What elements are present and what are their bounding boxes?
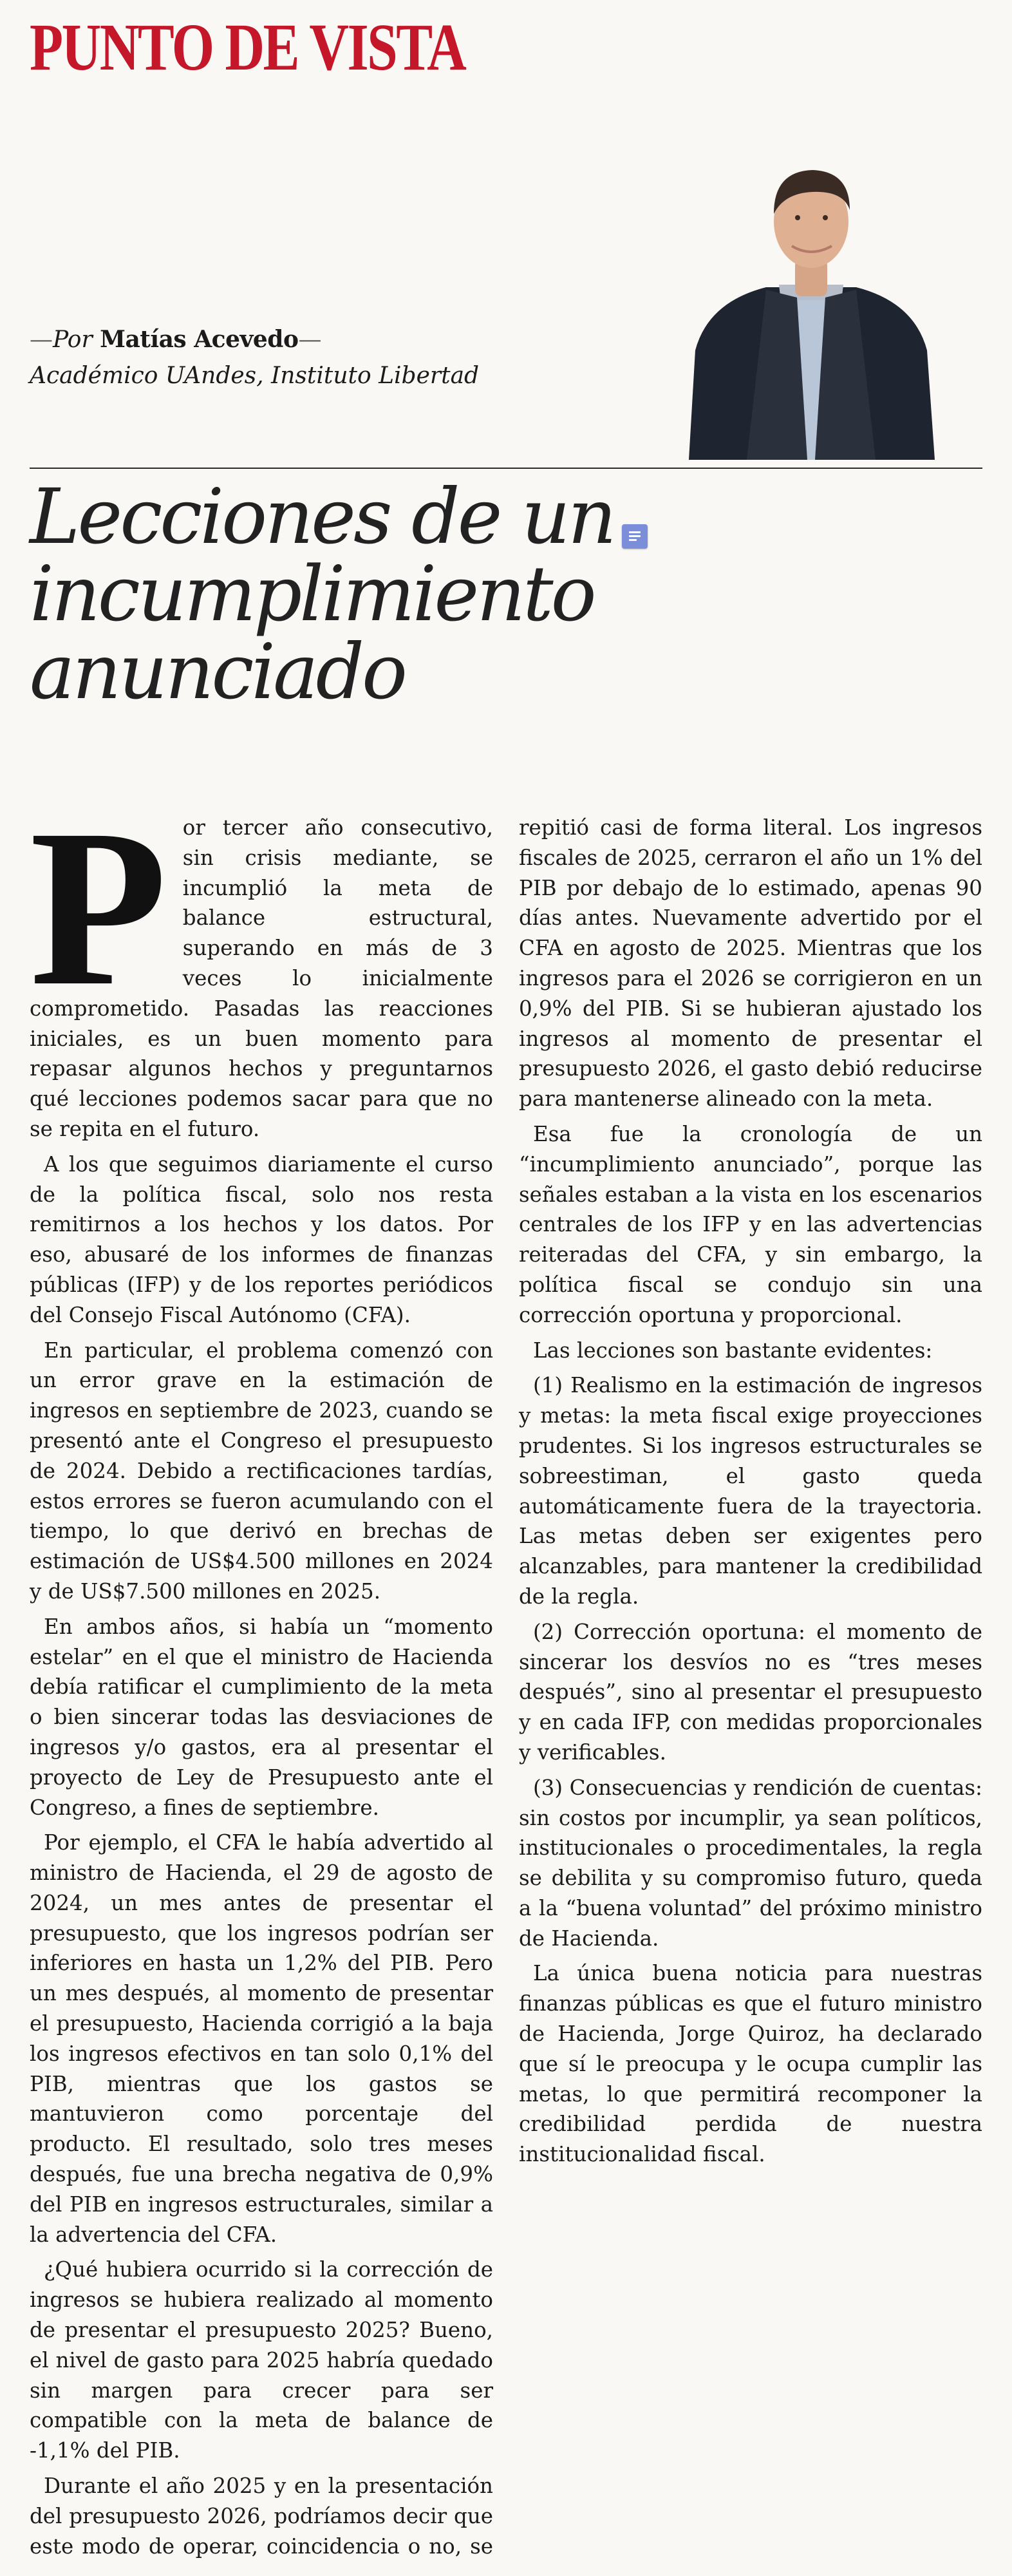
article-paragraph: ¿Qué hubiera ocurrido si la corrección de ingresos se hubiera realizado al momento de presentar el presupuesto 2025? Bueno, el nivel de gasto para 2025 habría quedado sin margen para crecer para ser compatible con la meta de balance de -1,1% del PIB. bbox=[30, 2257, 493, 2463]
author-name: Matías Acevedo bbox=[100, 326, 299, 353]
article-paragraph: Durante el año 2025 y en la presentación del presupuesto 2026, podríamos decir que este modo de operar, coincidencia o no, se repitió casi de forma literal. Los ingresos fiscales de 2025, cerraron el año un 1% del PIB por debajo de lo estimado, apenas 90 días antes. Nuevamente advertido por el CFA en agosto de 2025. Mientras que los ingresos para el 2026 se corrigieron en un 0,9% del PIB. Si se hubieran ajustado los ingresos al momento de presentar el presupuesto 2026, el gasto debió reducirse para mantenerse alineado con la meta. bbox=[30, 815, 982, 2559]
article-paragraph: En particular, el problema comenzó con un error grave en la estimación de ingresos en septiembre de 2023, cuando se presentó ante el Congreso el presupuesto de 2024. Debido a rectificaciones tardías, estos errores se fueron acumulando con el tiempo, lo que derivó en brechas de estimación de US$4.500 millones en 2024 y de US$7.500 millones en 2025. bbox=[30, 1338, 493, 1604]
byline bbox=[30, 322, 479, 394]
drop-cap: P bbox=[30, 782, 167, 1032]
headline: Lecciones de un incumplimiento anunciado bbox=[30, 472, 614, 716]
byline-prefix: Por bbox=[53, 327, 93, 353]
paragraph-text: or tercer año consecutivo, sin crisis mediante, se incumplió la meta de balance estructural, superando en más de 3 veces lo inicialmente comprometido. Pasadas las reacciones iniciales, es un buen momento para repasar algunos hechos y preguntarnos qué lecciones podemos sacar para que no se repita en el futuro. bbox=[30, 815, 493, 1141]
article-paragraph: (2) Corrección oportuna: el momento de sincerar los desvíos no es “tres meses después”, sino al presentar el presupuesto y en cada IFP, con medidas proporcionales y verificables. bbox=[519, 1619, 982, 1765]
byline-dash: — bbox=[30, 327, 53, 353]
byline-dash: — bbox=[298, 327, 322, 353]
article-paragraph: En ambos años, si había un “momento estelar” en el que el ministro de Hacienda debía ratificar el cumplimiento de la meta o bien sincerar todas las desviaciones de ingresos y/o gastos, era al presentar el proyecto de Ley de Presupuesto ante el Congreso, a fines de septiembre. bbox=[30, 1614, 493, 1820]
section-label: PUNTO DE VISTA bbox=[30, 10, 465, 84]
header-divider bbox=[30, 468, 982, 469]
article-paragraph: Por ejemplo, el CFA le había advertido al ministro de Hacienda, el 29 de agosto de 2024, un mes antes de presentar el presupuesto, que los ingresos podrían ser inferiores en hasta un 1,2% del PIB. Pero un mes después, al momento de presentar el presupuesto, Hacienda corrigió a la baja los ingresos efectivos en tan solo 0,1% del PIB, mientras que los gastos se mantuvieron como porcentaje del producto. El resultado, solo tres meses después, fue una brecha negativa de 0,9% del PIB en ingresos estructurales, similar a la advertencia del CFA. bbox=[30, 1830, 493, 2247]
article-paragraph: La única buena noticia para nuestras finanzas públicas es que el futuro ministro de Hacienda, Jorge Quiroz, ha declarado que sí le preocupa y le ocupa cumplir las metas, lo que permitirá recomponer la credibilidad perdida de nuestra institucionalidad fiscal. bbox=[519, 1961, 982, 2167]
author-portrait bbox=[670, 138, 953, 460]
article-paragraph bbox=[30, 782, 493, 1144]
article-paragraph: (3) Consecuencias y rendición de cuentas: sin costos por incumplir, ya sean políticos, institucionales o procedimentales, la regla se debilita y su compromiso futuro, queda a la “buena voluntad” del próximo ministro de Hacienda. bbox=[519, 1775, 982, 1951]
author-portrait-icon bbox=[670, 138, 953, 460]
author-affiliation: Académico UAndes, Instituto Libertad bbox=[30, 362, 480, 389]
note-icon[interactable] bbox=[622, 524, 648, 549]
article-body bbox=[30, 782, 982, 2564]
article-paragraph: Esa fue la cronología de un “incumplimiento anunciado”, porque las señales estaban a la vista en los escenarios centrales de los IFP y en las advertencias reiteradas del CFA, y sin embargo, la política fiscal se condujo sin una corrección oportuna y proporcional. bbox=[519, 1121, 982, 1327]
article-paragraph: A los que seguimos diariamente el curso de la política fiscal, solo nos resta remitirnos a los hechos y los datos. Por eso, abusaré de los informes de finanzas públicas (IFP) y de los reportes periódicos del Consejo Fiscal Autónomo (CFA). bbox=[30, 1151, 493, 1327]
article-paragraph: Las lecciones son bastante evidentes: bbox=[533, 1338, 933, 1363]
article-paragraph: (1) Realismo en la estimación de ingresos y metas: la meta fiscal exige proyecciones prudentes. Si los ingresos estructurales se sobreestiman, el gasto queda automáticamente fuera de la trayectoria. Las metas deben ser exigentes pero alcanzables, para mantener la credibilidad de la regla. bbox=[519, 1373, 982, 1609]
